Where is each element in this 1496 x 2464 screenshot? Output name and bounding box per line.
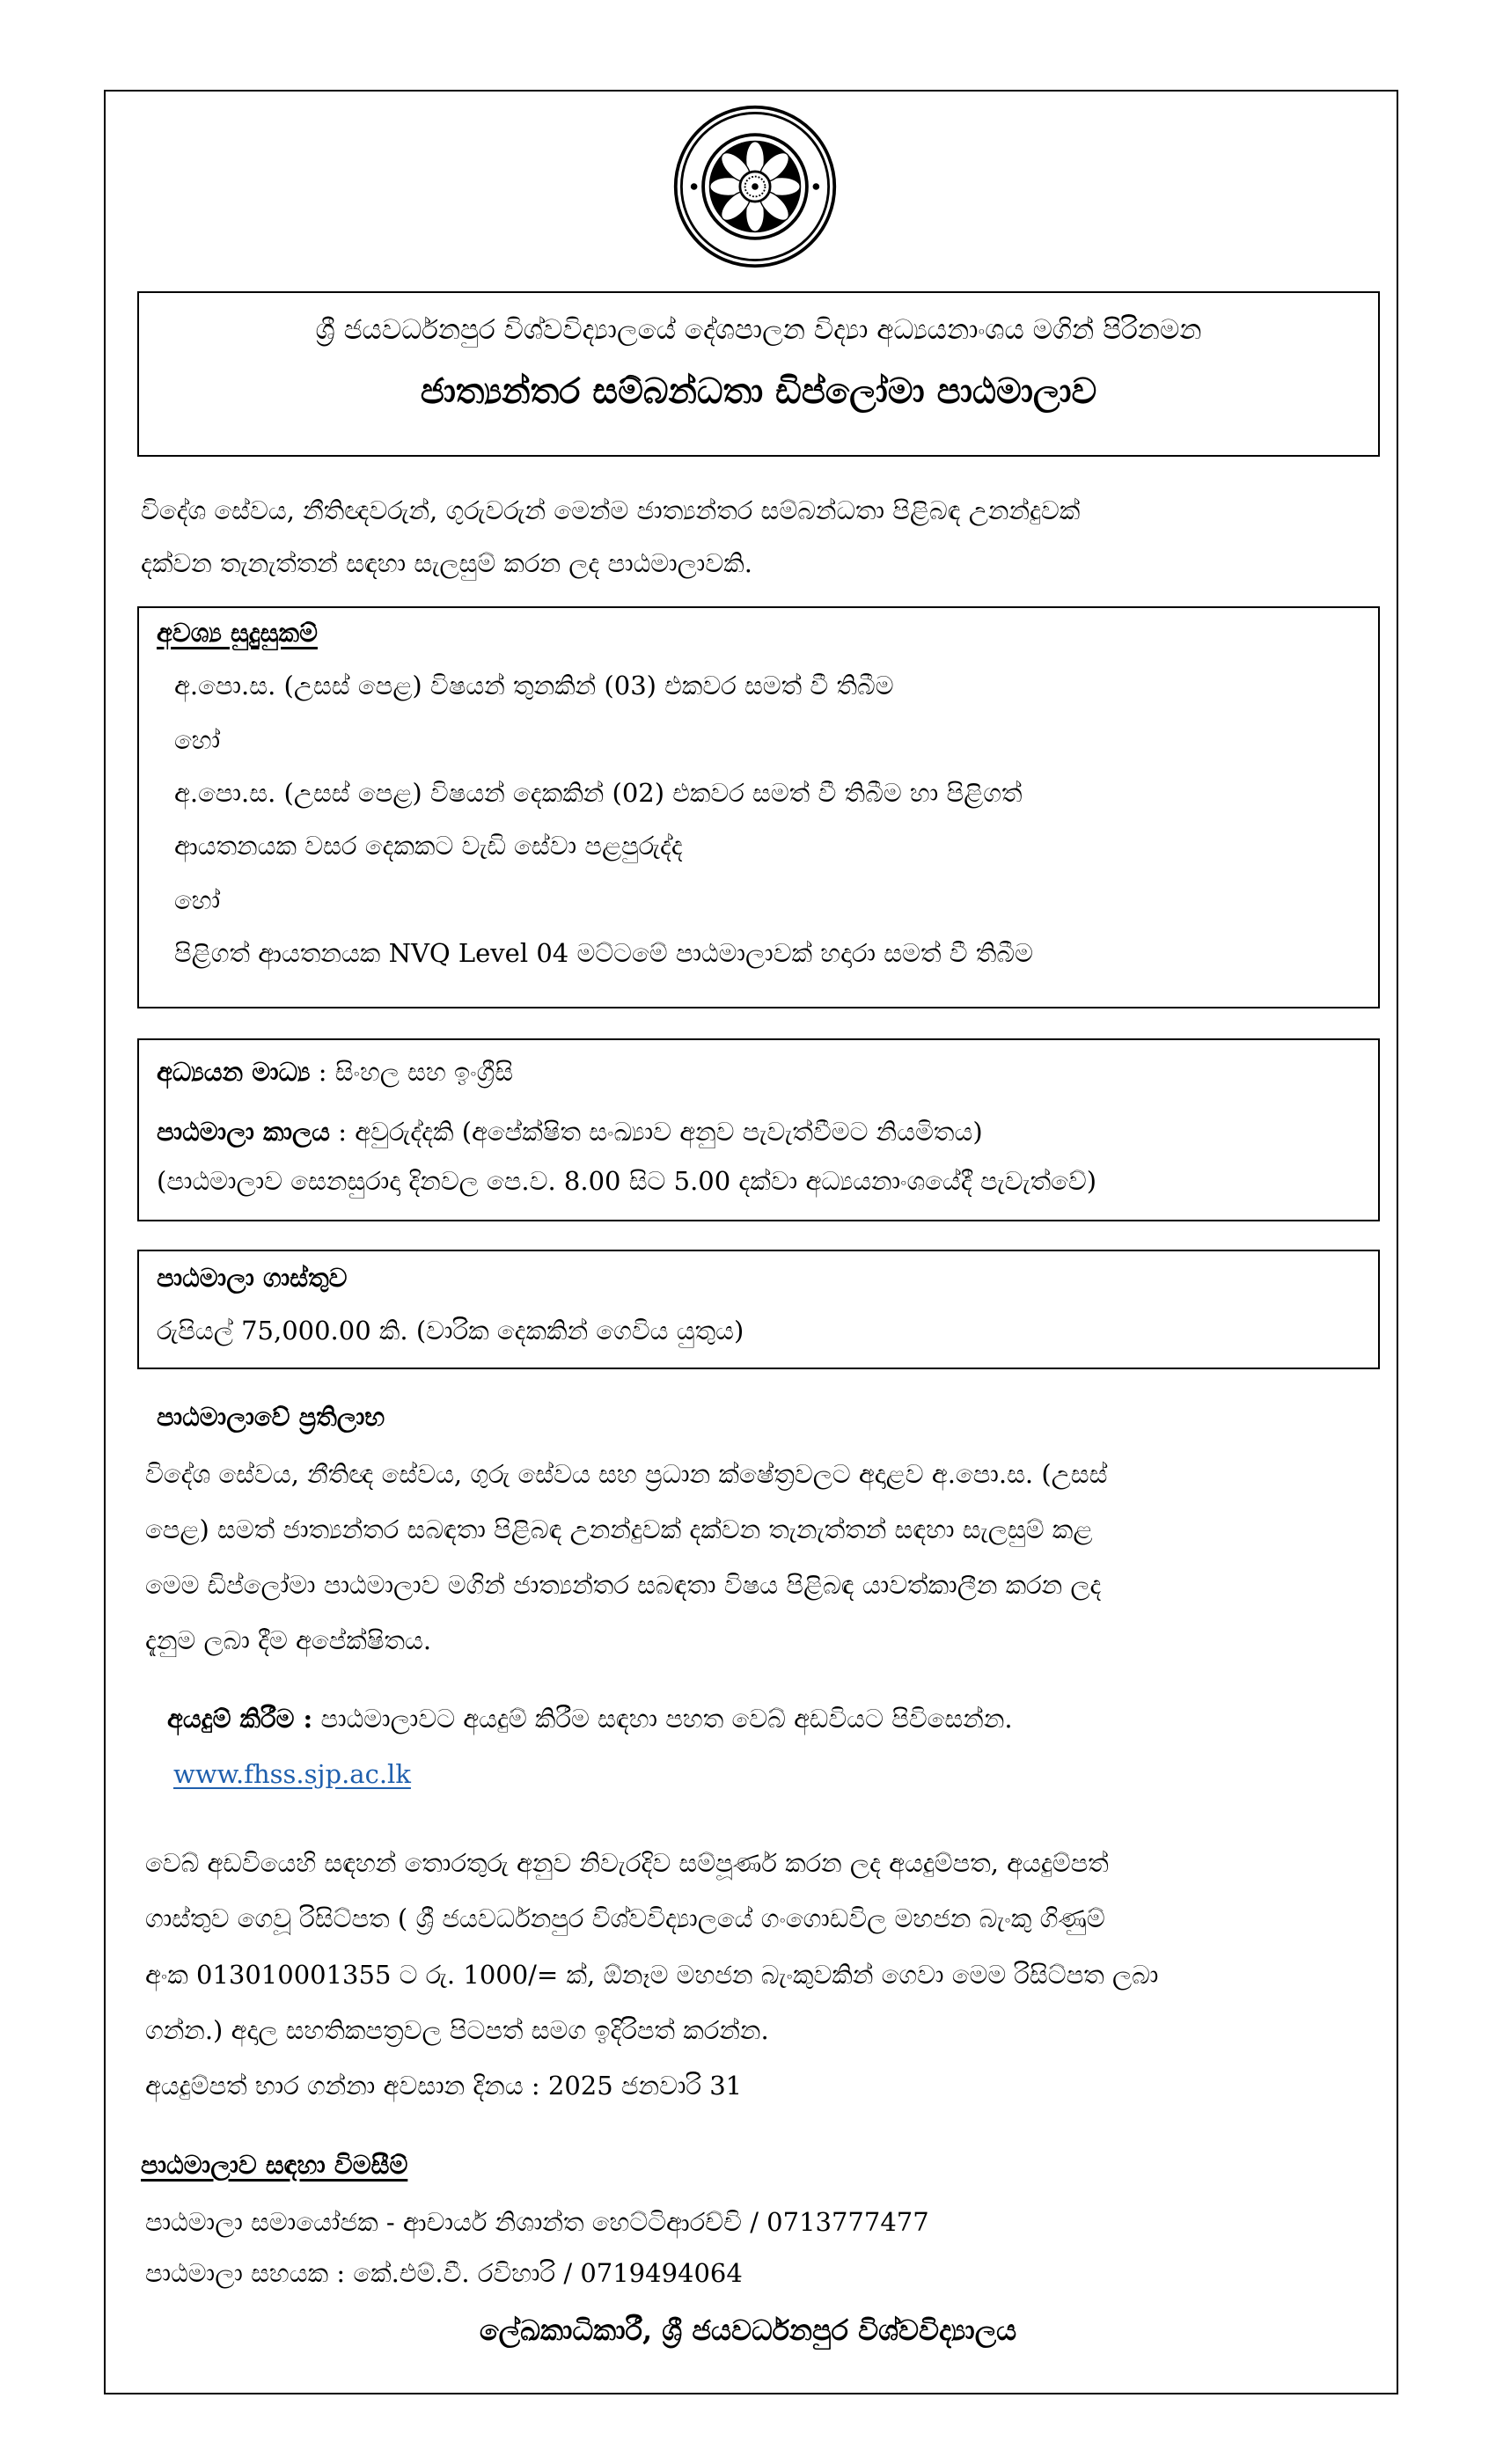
instructions-line: අංක 013010001355 ට රු. 1000/= ක්, ඕනෑම මහජන බැංකුවකින් ගෙවා මෙම රිසිට්පත ලබා — [145, 1960, 1159, 1990]
application-deadline: අයදුම්පත් භාර ගන්නා අවසාන දිනය : 2025 ජනවාරි 31 — [145, 2071, 743, 2101]
instructions-line: ගාස්තුව ගෙවූ රිසිට්පත ( ශ්‍රී ජයවර්ධනපුර විශ්වවිද්‍යාලයේ ගංගොඩවිල මහජන බැංකු ගිණුම් — [145, 1903, 1105, 1933]
instructions-line: ගන්න.) අදාල සහතිකපත්‍රවල පිටපත් සමග ඉදිරිපත් කරන්න. — [145, 2015, 769, 2045]
benefits-line: පෙළ) සමත් ජාත්‍යන්තර සබඳතා පිළිබඳ උනන්දුවක් දක්වන තැනැත්තන් සඳහා සැලසුම් කළ — [145, 1514, 1093, 1544]
fee-box — [137, 1250, 1380, 1369]
signature: ලේඛකාධිකාරී, ශ්‍රී ජයවර්ධනපුර විශ්වවිද්‍යාලය — [479, 2314, 1017, 2347]
medium-value: : සිංහල සහ ඉංග්‍රීසි — [318, 1057, 514, 1087]
requirement-or: හෝ — [174, 725, 221, 755]
title-box — [137, 291, 1380, 457]
duration-row — [157, 1114, 983, 1149]
benefits-line: මෙම ඩිප්ලෝමා පාඨමාලාව මගින් ජාත්‍යන්තර සබඳතා විෂය පිළිබඳ යාවත්කාලීන කරන ලද — [145, 1570, 1102, 1600]
requirements-heading: අවශ්‍ය සුදුසුකම් — [157, 618, 318, 648]
intro-line-2: දක්වන තැනැත්තන් සඳහා සැලසුම් කරන ලද පාඨමාලාවකි. — [141, 548, 752, 578]
medium-box — [137, 1038, 1380, 1221]
requirement-item: පිළිගත් ආයතනයක NVQ Level 04 මට්ටමේ පාඨමාලාවක් හදාරා සමත් වී තිබීම — [174, 938, 1033, 968]
benefits-line: විදේශ සේවය, නීතිඥ සේවය, ගුරු සේවය සහ ප්‍රධාන ක්ෂේත්‍රවලට අදාළව අ.පො.ස. (උසස් — [145, 1459, 1108, 1489]
requirement-or: හෝ — [174, 885, 221, 915]
duration-value: : අවුරුද්දකි (අපේක්ෂිත සංඛ්‍යාව අනුව පැවැත්වීමට නියමිතය) — [338, 1117, 983, 1147]
intro-line-1: විදේශ සේවය, නීතිඥවරුන්, ගුරුවරුන් මෙන්ම ජාත්‍යන්තර සම්බන්ධතා පිළිබඳ උනන්දුවක් — [141, 495, 1081, 525]
requirements-box — [137, 606, 1380, 1008]
fee-value: රුපියල් 75,000.00 කි. (වාරික දෙකකින් ගෙවිය යුතුය) — [157, 1316, 744, 1346]
requirement-item: අ.පො.ස. (උසස් පෙළ) විෂයන් තුනකින් (03) එකවර සමත් වී තිබීම — [174, 671, 894, 700]
university-seal-icon — [671, 103, 839, 270]
coordinator-contact: පාඨමාලා සමායෝජක - ආචාර්ය නිශාන්ත හෙට්ටිආරච්චි / 0713777477 — [145, 2207, 929, 2237]
benefits-heading: පාඨමාලාවේ ප්‍රතිලාභ — [157, 1402, 385, 1432]
apply-label: අයදුම් කිරීම : — [167, 1704, 313, 1734]
assistant-contact: පාඨමාලා සහයක : කේ.එම්.වී. රවිහාරි / 0719494064 — [145, 2258, 743, 2288]
instructions-line: වෙබ් අඩවියෙහි සඳහන් තොරතුරු අනුව නිවැරදිව සම්පූර්ණ කරන ලද අයදුම්පත, අයදුම්පත් — [145, 1848, 1109, 1878]
apply-text: පාඨමාලාවට අයදුම් කිරීම සඳහා පහත වෙබ් අඩවියට පිවිසෙන්න. — [320, 1704, 1013, 1734]
medium-row — [157, 1054, 513, 1089]
benefits-line: දැනුම ලබා දීම අපේක්ෂිතය. — [145, 1625, 432, 1655]
apply-row — [167, 1701, 1013, 1736]
fee-heading: පාඨමාලා ගාස්තුව — [157, 1263, 348, 1293]
contact-heading: පාඨමාලාව සඳහා විමසීම් — [141, 2150, 408, 2180]
duration-label: පාඨමාලා කාලය — [157, 1117, 331, 1147]
requirement-item: අ.පො.ස. (උසස් පෙළ) විෂයන් දෙකකින් (02) එකවර සමත් වී තිබීම හා පිළිගත් — [174, 778, 1023, 808]
schedule-note: (පාඨමාලාව සෙනසුරාදා දිනවල පෙ.ව. 8.00 සිට 5.00 දක්වා අධ්‍යයනාංශයේදී පැවැත්වේ) — [157, 1166, 1097, 1196]
website-link[interactable]: www.fhss.sjp.ac.lk — [173, 1759, 411, 1789]
offering-department: ශ්‍රී ජයවර්ධනපුර විශ්වවිද්‍යාලයේ දේශපාලන විද්‍යා අධ්‍යයනාංශය මගින් පිරිනමන — [315, 314, 1202, 346]
requirement-item-cont: ආයතනයක වසර දෙකකට වැඩි සේවා පළපුරුද්ද — [174, 831, 683, 861]
medium-label: අධ්‍යයන මාධ්‍ය — [157, 1057, 311, 1087]
page-title: ජාත්‍යන්තර සම්බන්ධතා ඩිප්ලෝමා පාඨමාලාව — [420, 370, 1097, 412]
